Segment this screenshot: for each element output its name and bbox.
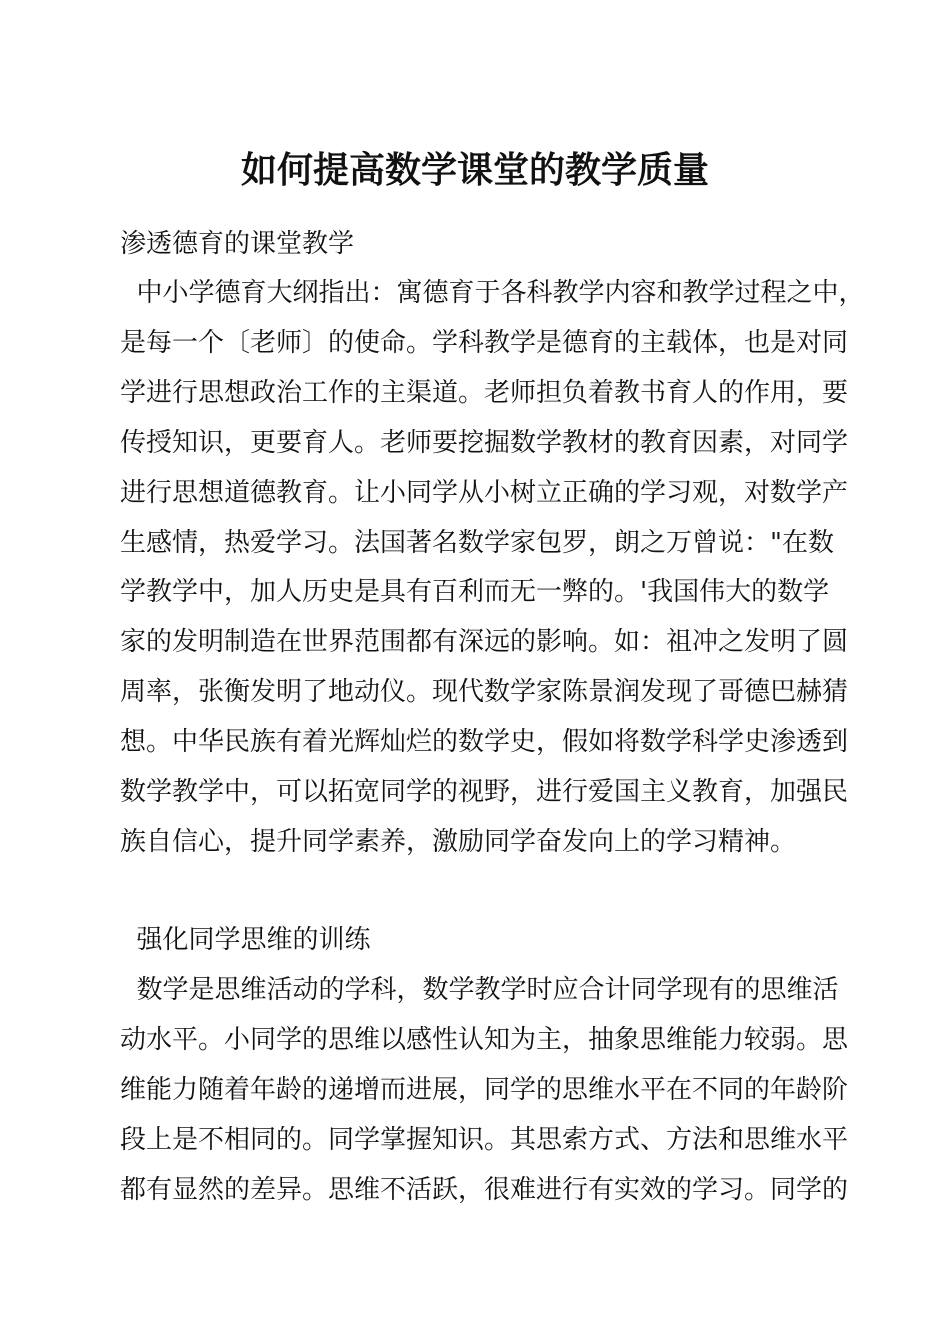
section1-heading: 渗透德育的课堂教学 [120,229,355,259]
section1-line: 生感情，热爱学习。法国著名数学家包罗，朗之万曾说："在数 [120,528,834,558]
section1-line: 传授知识，更要育人。老师要挖掘数学教材的教育因素，对同学 [120,428,849,458]
section1-line: 学教学中，加人历史是具有百利而无一弊的。'我国伟大的数学 [120,577,830,607]
section1-line: 数学教学中，可以拓宽同学的视野，进行爱国主义教育，加强民 [120,777,849,807]
section2-line: 维能力随着年龄的递增而进展，同学的思维水平在不同的年龄阶 [120,1075,849,1105]
section1-line: 家的发明制造在世界范围都有深远的影响。如：祖冲之发明了圆 [120,627,849,657]
section2-line: 都有显然的差异。思维不活跃，很难进行有实效的学习。同学的 [120,1175,849,1205]
section2-heading: 强化同学思维的训练 [120,925,371,955]
section1-line: 学进行思想政治工作的主渠道。老师担负着教书育人的作用，要 [120,378,849,408]
section2-line: 数学是思维活动的学科，数学教学时应合计同学现有的思维活 [120,975,839,1005]
section1-line: 想。中华民族有着光辉灿烂的数学史，假如将数学科学史渗透到 [120,727,849,757]
document-title: 如何提高数学课堂的教学质量 [240,149,709,191]
section2-line: 段上是不相同的。同学掌握知识。其思索方式、方法和思维水平 [120,1125,849,1155]
section2-line: 动水平。小同学的思维以感性认知为主，抽象思维能力较弱。思 [120,1025,849,1055]
section1-line: 中小学德育大纲指出：寓德育于各科教学内容和教学过程之中， [120,278,865,308]
section1-line: 是每一个〔老师〕的使命。学科教学是德育的主载体，也是对同 [120,328,849,358]
section1-line: 族自信心，提升同学素养，激励同学奋发向上的学习精神。 [120,827,797,857]
section1-line: 周率，张衡发明了地动仪。现代数学家陈景润发现了哥德巴赫猜 [120,677,849,707]
section1-line: 进行思想道德教育。让小同学从小树立正确的学习观，对数学产 [120,478,849,508]
